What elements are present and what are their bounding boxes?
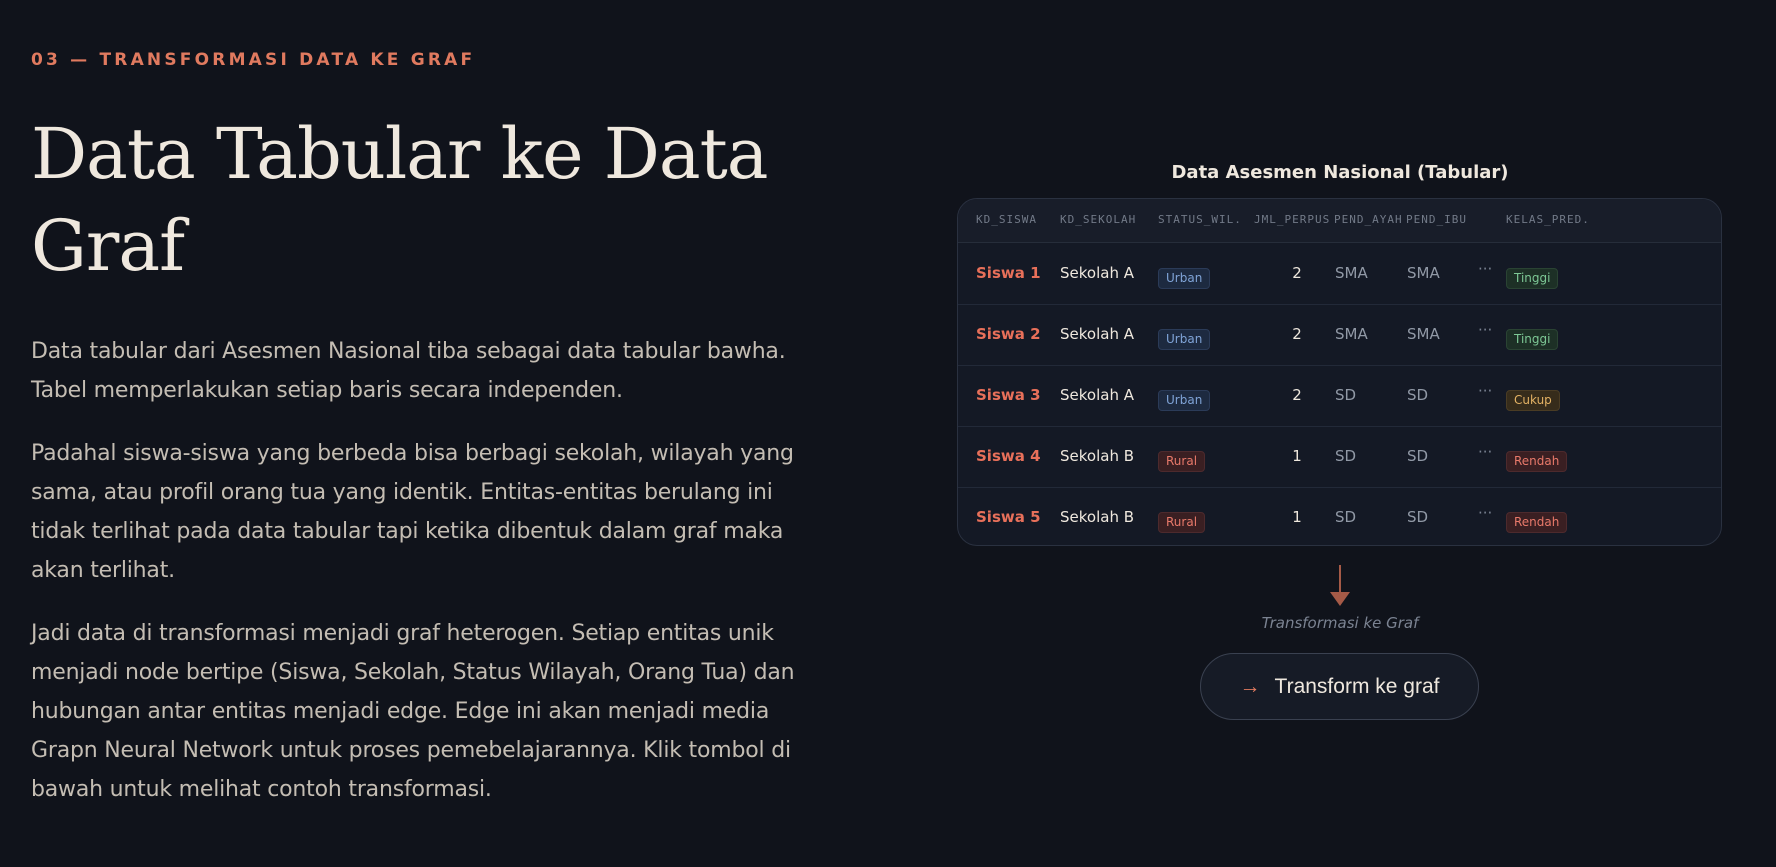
table-row (958, 426, 1721, 488)
sekolah-cell: Sekolah A (1060, 264, 1134, 282)
kelas-badge: Tinggi (1506, 268, 1558, 289)
sekolah-cell: Sekolah B (1060, 447, 1135, 465)
more-columns-indicator: ··· (1478, 260, 1493, 278)
kelas-badge: Rendah (1506, 512, 1567, 533)
kelas-badge: Tinggi (1506, 329, 1558, 350)
transform-button-label: Transform ke graf (1274, 674, 1440, 698)
pend-ayah-cell: SMA (1335, 325, 1368, 343)
siswa-cell: Siswa 2 (976, 325, 1041, 343)
pend-ibu-cell: SD (1407, 386, 1429, 404)
status-badge: Urban (1158, 390, 1210, 411)
siswa-cell: Siswa 5 (976, 508, 1041, 526)
kelas-badge: Cukup (1506, 390, 1560, 411)
status-badge: Urban (1158, 329, 1210, 350)
transform-to-graph-button[interactable] (1200, 653, 1479, 720)
page-title: Data Tabular ke Data Graf (31, 113, 768, 287)
pend-ayah-cell: SMA (1335, 264, 1368, 282)
column-header-status-wilayah: STATUS_WIL. (1158, 213, 1242, 226)
status-badge: Urban (1158, 268, 1210, 289)
table-row (958, 243, 1721, 305)
entity-paragraph: Padahal siswa-siswa yang berbeda bisa berbagi sekolah, wilayah yang sama, atau profil orang tua yang identik. Entitas-entitas berulang ini tidak terlihat pada data tabular tapi ketika dibentuk dalam graf maka akan terlihat. (31, 441, 794, 583)
siswa-cell: Siswa 1 (976, 264, 1041, 282)
column-header-pend-ayah: PEND_AYAH (1334, 213, 1403, 226)
column-header-pend-ibu: PEND_IBU (1406, 213, 1467, 226)
column-header-jml-perpus: JML_PERPUS (1254, 213, 1331, 226)
sekolah-cell: Sekolah B (1060, 508, 1135, 526)
tabular-data-table (957, 198, 1722, 546)
pend-ibu-cell: SD (1407, 447, 1429, 465)
more-columns-indicator: ··· (1478, 504, 1493, 522)
status-badge: Rural (1158, 451, 1205, 472)
transform-caption: Transformasi ke Graf (1261, 614, 1419, 632)
sekolah-cell: Sekolah A (1060, 325, 1134, 343)
kelas-badge: Rendah (1506, 451, 1567, 472)
column-header-kelas-pred: KELAS_PRED. (1506, 213, 1590, 226)
column-header-kd-siswa: KD_SISWA (976, 213, 1037, 226)
perpus-cell: 2 (1292, 264, 1302, 282)
pend-ayah-cell: SD (1335, 447, 1357, 465)
table-row (958, 365, 1721, 427)
more-columns-indicator: ··· (1478, 443, 1493, 461)
perpus-cell: 2 (1292, 325, 1302, 343)
pend-ibu-cell: SMA (1407, 264, 1440, 282)
table-row (958, 487, 1721, 546)
siswa-cell: Siswa 3 (976, 386, 1041, 404)
more-columns-indicator: ··· (1478, 321, 1493, 339)
perpus-cell: 2 (1292, 386, 1302, 404)
section-eyebrow: 03 — TRANSFORMASI DATA KE GRAF (31, 50, 476, 70)
more-columns-indicator: ··· (1478, 382, 1493, 400)
perpus-cell: 1 (1292, 447, 1302, 465)
pend-ayah-cell: SD (1335, 386, 1357, 404)
status-badge: Rural (1158, 512, 1205, 533)
arrow-down-icon (1339, 565, 1341, 593)
arrow-down-icon-head (1330, 592, 1350, 606)
table-header (958, 199, 1721, 243)
table-title: Data Asesmen Nasional (Tabular) (1171, 162, 1509, 183)
siswa-cell: Siswa 4 (976, 447, 1041, 465)
perpus-cell: 1 (1292, 508, 1302, 526)
intro-paragraph: Data tabular dari Asesmen Nasional tiba sebagai data tabular bawha. Tabel memperlakukan setiap baris secara independen. (31, 339, 786, 403)
sekolah-cell: Sekolah A (1060, 386, 1134, 404)
pend-ibu-cell: SD (1407, 508, 1429, 526)
transform-paragraph: Jadi data di transformasi menjadi graf heterogen. Setiap entitas unik menjadi node bertipe (Siswa, Sekolah, Status Wilayah, Orang Tua) dan hubungan antar entitas menjadi edge. Edge ini akan menjadi media Grapn Neural Network untuk proses pemebelajarannya. Klik tombol di bawah untuk melihat contoh transformasi. (31, 621, 795, 802)
arrow-right-icon: → (1239, 674, 1261, 698)
table-row (958, 304, 1721, 366)
pend-ibu-cell: SMA (1407, 325, 1440, 343)
column-header-kd-sekolah: KD_SEKOLAH (1060, 213, 1137, 226)
pend-ayah-cell: SD (1335, 508, 1357, 526)
